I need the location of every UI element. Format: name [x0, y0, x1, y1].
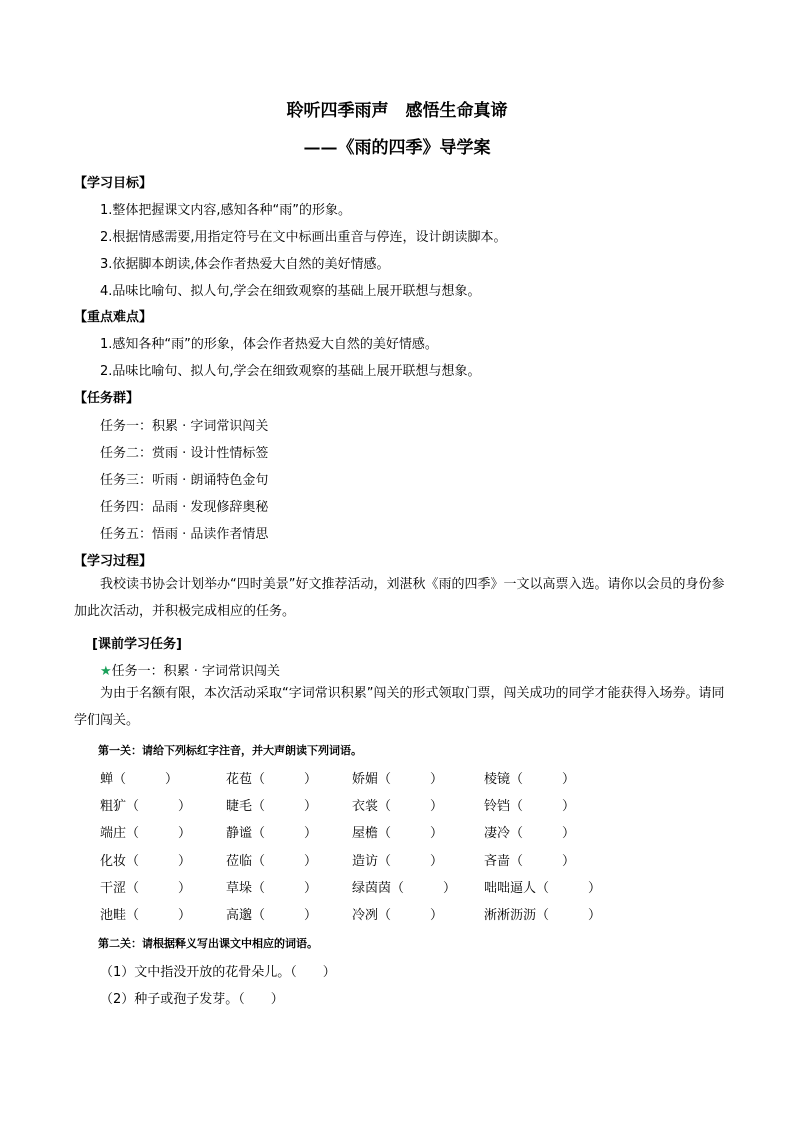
pinyin-word: 屋檐（ ） [352, 826, 444, 841]
pre-task-heading: [课前学习任务] [92, 637, 182, 652]
level2-label: 第二关：请根据释义写出课文中相应的词语。 [98, 937, 318, 950]
task1-intro: 为由于名额有限，本次活动采取“字词常识积累”闯关的形式领取门票，闯关成功的同学才能获得入场券。请同学们闯关。 [74, 686, 725, 728]
task-item: 任务四：品雨 · 发现修辞奥秘 [100, 500, 269, 515]
pinyin-word: 干涩（ ） [100, 881, 192, 896]
pinyin-word: 绿茵茵（ ） [352, 881, 457, 896]
pinyin-word: 草垛（ ） [226, 881, 318, 896]
objective-item: 3.依据脚本朗读,体会作者热爱大自然的美好情感。 [100, 257, 390, 272]
star-icon: ★ [100, 664, 112, 679]
level1-label: 第一关：请给下列标红字注音，并大声朗读下列词语。 [98, 744, 362, 757]
tasks-heading: 【任务群】 [74, 391, 140, 406]
objective-item: 4.品味比喻句、拟人句,学会在细致观察的基础上展开联想与想象。 [100, 284, 481, 299]
pinyin-word: 花苞（ ） [226, 772, 318, 787]
process-intro: 我校读书协会计划举办“四时美景”好文推荐活动，刘湛秋《雨的四季》一文以高票入选。请你以会员的身份参加此次活动，并积极完成相应的任务。 [74, 577, 725, 619]
objective-item: 1.整体把握课文内容,感知各种“雨”的形象。 [100, 203, 352, 218]
keypoints-heading: 【重点难点】 [74, 310, 153, 325]
pinyin-word: 冷冽（ ） [352, 908, 444, 923]
pinyin-word: 静谧（ ） [226, 826, 318, 841]
task-item: 任务一：积累 · 字词常识闯关 [100, 419, 269, 434]
pinyin-word: 咄咄逼人（ ） [484, 881, 602, 896]
pinyin-word: 衣裳（ ） [352, 799, 444, 814]
definition-item: （2）种子或孢子发芽。（ ） [100, 992, 284, 1007]
objective-item: 2.根据情感需要,用指定符号在文中标画出重音与停连，设计朗读脚本。 [100, 230, 507, 245]
task1-title [100, 660, 280, 679]
task-item: 任务三：听雨 · 朗诵特色金句 [100, 473, 269, 488]
pinyin-word: 化妆（ ） [100, 854, 192, 869]
document-title: 聆听四季雨声 感悟生命真谛 [286, 101, 508, 121]
objectives-heading: 【学习目标】 [74, 176, 153, 191]
task-item: 任务二：赏雨 · 设计性情标签 [100, 446, 269, 461]
task1-title-text: 任务一：积累 · 字词常识闯关 [111, 664, 281, 679]
task-item: 任务五：悟雨 · 品读作者情思 [100, 527, 269, 542]
keypoint-item: 1.感知各种“雨”的形象，体会作者热爱大自然的美好情感。 [100, 337, 438, 352]
pinyin-word: 铃铛（ ） [484, 799, 576, 814]
keypoint-item: 2.品味比喻句、拟人句,学会在细致观察的基础上展开联想与想象。 [100, 364, 481, 379]
pinyin-word: 淅淅沥沥（ ） [484, 908, 602, 923]
pinyin-word: 睫毛（ ） [226, 799, 318, 814]
pinyin-word: 粗犷（ ） [100, 799, 192, 814]
pinyin-word: 高邈（ ） [226, 908, 318, 923]
pinyin-word: 吝啬（ ） [484, 854, 576, 869]
pinyin-word: 莅临（ ） [226, 854, 318, 869]
definition-item: （1）文中指没开放的花骨朵儿。（ ） [100, 965, 336, 980]
process-heading: 【学习过程】 [74, 554, 153, 569]
pinyin-word: 凄冷（ ） [484, 826, 576, 841]
pinyin-word: 造访（ ） [352, 854, 444, 869]
pinyin-word: 棱镜（ ） [484, 772, 576, 787]
pinyin-word: 蝉（ ） [100, 772, 179, 787]
pinyin-word: 池畦（ ） [100, 908, 192, 923]
document-subtitle: ——《雨的四季》导学案 [303, 138, 491, 158]
pinyin-word: 端庄（ ） [100, 826, 192, 841]
pinyin-word: 娇媚（ ） [352, 772, 444, 787]
